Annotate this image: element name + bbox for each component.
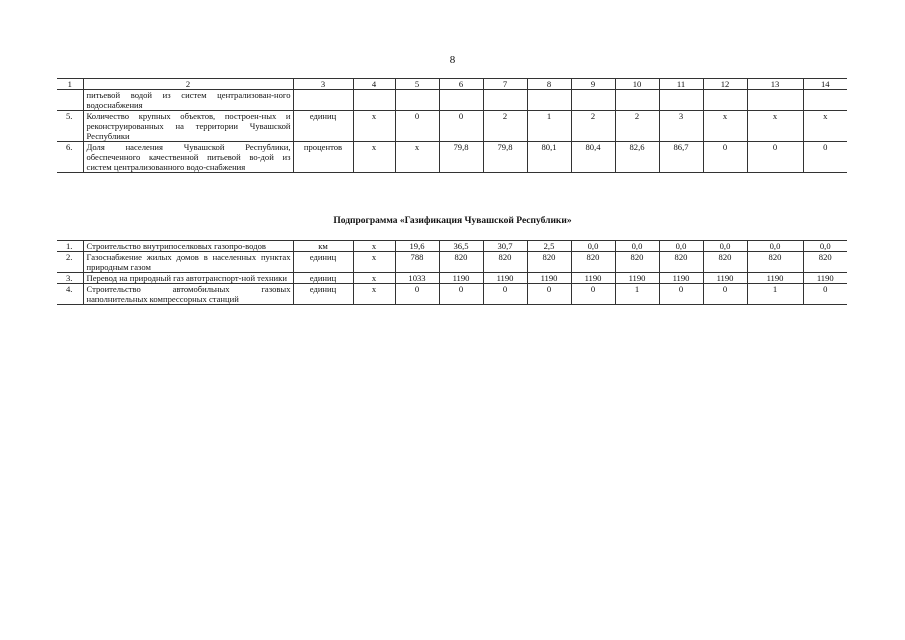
indicator-value: x [353,142,395,173]
indicator-value: 80,4 [571,142,615,173]
row-number: 6. [57,142,83,173]
row-number: 1. [57,241,83,252]
indicator-value: 30,7 [483,241,527,252]
indicator-value: 1190 [803,273,847,284]
column-number: 4 [353,79,395,90]
indicator-value [659,90,703,111]
unit-of-measure: единиц [293,273,353,284]
indicator-value: 0 [527,284,571,305]
table-row [57,252,847,273]
indicator-value: 820 [527,252,571,273]
column-number: 1 [57,79,83,90]
indicator-value: 2 [483,111,527,142]
indicator-value: x [703,111,747,142]
indicator-value: 820 [803,252,847,273]
page-number: 8 [449,54,456,66]
indicator-value [395,90,439,111]
indicator-value: 0 [483,284,527,305]
row-number: 4. [57,284,83,305]
indicator-value: 0,0 [571,241,615,252]
indicator-value: 0 [803,142,847,173]
indicator-value [353,90,395,111]
indicator-value: x [353,252,395,273]
unit-of-measure: единиц [293,252,353,273]
indicator-value [439,90,483,111]
indicator-value: 2,5 [527,241,571,252]
indicators-table-body [57,79,847,173]
table-row [57,284,847,305]
indicator-value: 0,0 [703,241,747,252]
indicator-value: x [353,284,395,305]
indicator-value: 36,5 [439,241,483,252]
indicator-value: 1190 [483,273,527,284]
subprogram-table-body [57,241,847,305]
unit-of-measure [293,90,353,111]
row-number: 3. [57,273,83,284]
indicator-value: 79,8 [483,142,527,173]
indicator-value: 86,7 [659,142,703,173]
table-row [57,90,847,111]
indicator-value: 3 [659,111,703,142]
indicator-value: 0 [395,284,439,305]
column-number: 13 [747,79,803,90]
indicator-value: 2 [571,111,615,142]
subprogram-title: Подпрограмма «Газификация Чувашской Республики» [333,216,572,226]
column-number: 8 [527,79,571,90]
row-number: 5. [57,111,83,142]
indicator-value: 1190 [615,273,659,284]
indicator-value: x [803,111,847,142]
indicator-value: 0 [747,142,803,173]
column-number: 11 [659,79,703,90]
column-number-row [57,79,847,90]
indicator-name: Строительство внутрипоселковых газопро-водов [83,241,293,252]
table-row [57,273,847,284]
indicator-value: 788 [395,252,439,273]
table-row [57,142,847,173]
indicator-name: питьевой водой из систем централизован-ного водоснабжения [83,90,293,111]
indicator-value: 79,8 [439,142,483,173]
indicator-value: 0 [395,111,439,142]
indicator-value: 1190 [703,273,747,284]
row-number [57,90,83,111]
indicator-value [483,90,527,111]
indicator-value [703,90,747,111]
indicator-value [747,90,803,111]
indicator-value: 19,6 [395,241,439,252]
table-row [57,241,847,252]
indicator-value: x [353,111,395,142]
subprogram-table [57,240,847,305]
indicator-value: 0 [571,284,615,305]
indicator-value: x [353,273,395,284]
indicator-value: x [747,111,803,142]
indicator-value: x [395,142,439,173]
column-number: 5 [395,79,439,90]
column-number: 2 [83,79,293,90]
indicator-value: 0 [703,284,747,305]
indicator-value [571,90,615,111]
indicator-value: 0,0 [803,241,847,252]
indicator-value: 820 [703,252,747,273]
indicator-value [527,90,571,111]
column-number: 12 [703,79,747,90]
indicator-value: 0 [703,142,747,173]
indicator-value [615,90,659,111]
indicator-value: 1190 [659,273,703,284]
indicator-name: Доля населения Чувашской Республики, обеспеченного качественной питьевой во-дой из систем централизованного водо-снабжения [83,142,293,173]
table-row [57,111,847,142]
indicator-name: Строительство автомобильных газовых наполнительных компрессорных станций [83,284,293,305]
row-number: 2. [57,252,83,273]
indicator-value: 0,0 [615,241,659,252]
indicator-value: 820 [483,252,527,273]
column-number: 10 [615,79,659,90]
indicator-value: 820 [571,252,615,273]
indicator-value: 1190 [527,273,571,284]
indicator-value: 1190 [747,273,803,284]
indicator-value [803,90,847,111]
indicator-value: 0,0 [659,241,703,252]
column-number: 3 [293,79,353,90]
indicator-value: 820 [439,252,483,273]
indicator-name: Перевод на природный газ автотранспорт-ной техники [83,273,293,284]
indicator-value: 80,1 [527,142,571,173]
column-number: 14 [803,79,847,90]
indicator-value: 820 [747,252,803,273]
column-number: 9 [571,79,615,90]
indicator-value: 1033 [395,273,439,284]
indicator-value: 1190 [439,273,483,284]
indicator-value: 82,6 [615,142,659,173]
indicator-value: 0 [659,284,703,305]
unit-of-measure: км [293,241,353,252]
indicator-value: 1 [615,284,659,305]
indicators-table [57,78,847,173]
indicator-value: 1190 [571,273,615,284]
indicator-value: 1 [527,111,571,142]
indicator-value: 2 [615,111,659,142]
indicator-value: 0 [439,284,483,305]
unit-of-measure: единиц [293,284,353,305]
indicator-value: 0 [803,284,847,305]
indicator-name: Газоснабжение жилых домов в населенных пунктах природным газом [83,252,293,273]
column-number: 6 [439,79,483,90]
indicator-value: 820 [615,252,659,273]
indicator-value: 0,0 [747,241,803,252]
indicator-value: 820 [659,252,703,273]
unit-of-measure: единиц [293,111,353,142]
indicator-value: 0 [439,111,483,142]
indicator-value: x [353,241,395,252]
indicator-value: 1 [747,284,803,305]
unit-of-measure: процентов [293,142,353,173]
indicator-name: Количество крупных объектов, построен-ных и реконструированных на территории Чувашской Республики [83,111,293,142]
column-number: 7 [483,79,527,90]
